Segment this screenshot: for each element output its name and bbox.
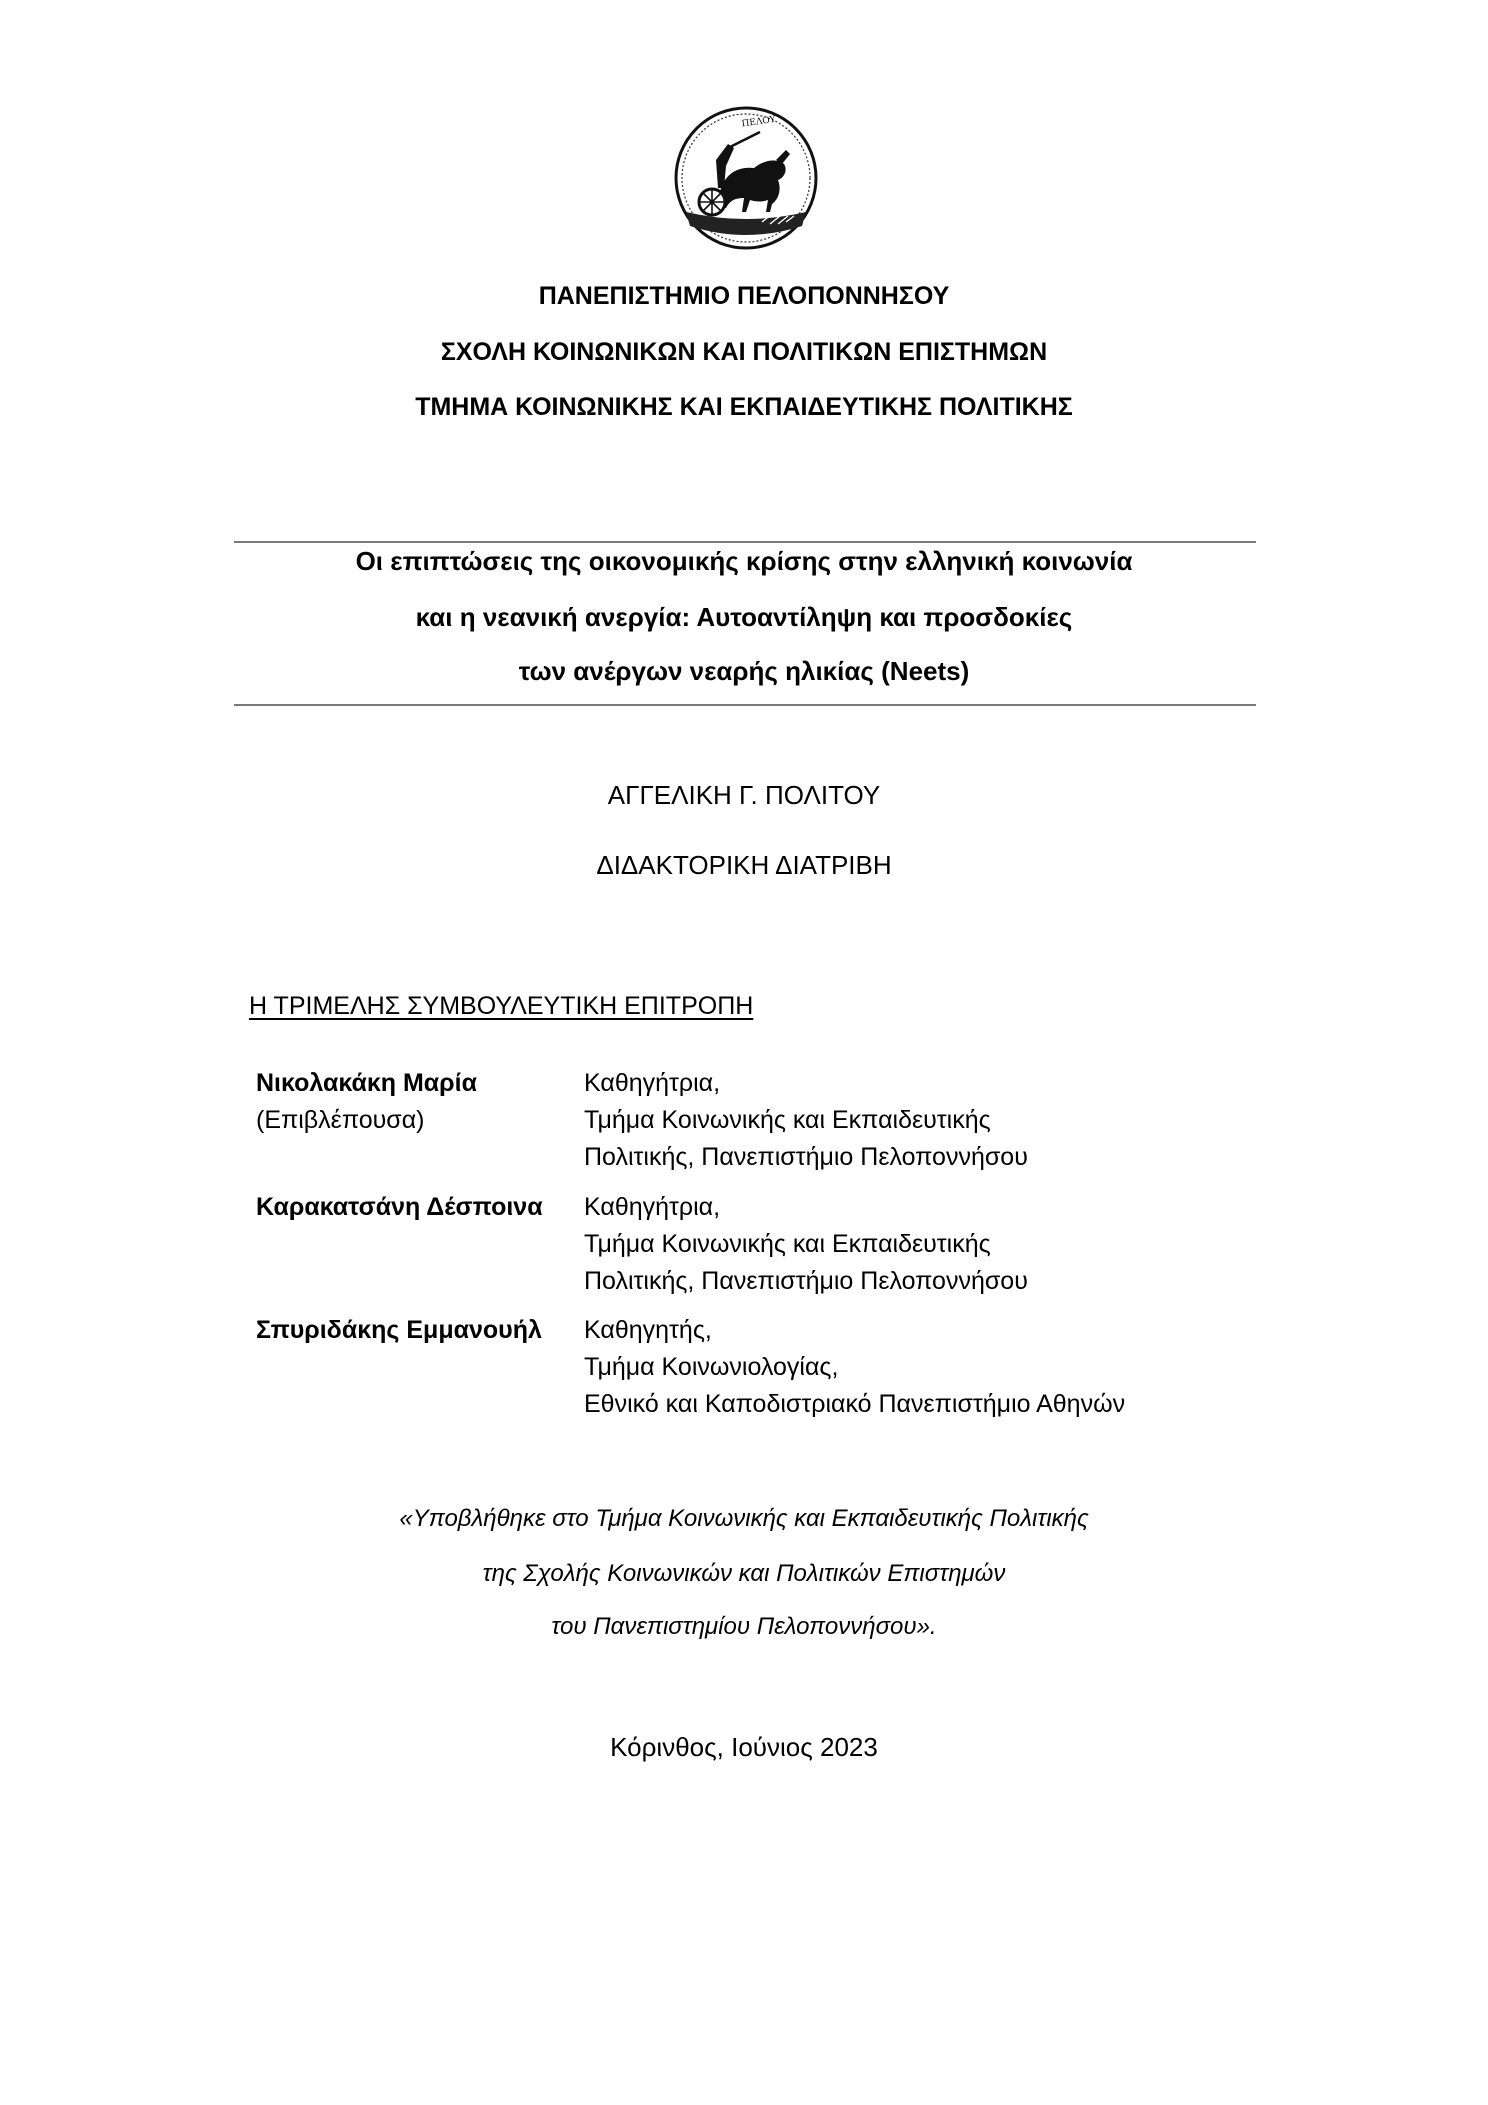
- submission-statement-line-1: «Υποβλήθηκε στο Τμήμα Κοινωνικής και Εκπαιδευτικής Πολιτικής: [399, 1505, 1089, 1532]
- committee-member-affiliation: Τμήμα Κοινωνικής και Εκπαιδευτικής: [584, 1106, 991, 1134]
- place-and-date: Κόρινθος, Ιούνιος 2023: [610, 1732, 878, 1762]
- svg-text:ΠΕΛΟΥ: ΠΕΛΟΥ: [741, 114, 777, 130]
- thesis-title-line-1: Οι επιπτώσεις της οικονομικής κρίσης στην ελληνική κοινωνία: [355, 546, 1133, 576]
- committee-member-affiliation: Πολιτικής, Πανεπιστήμιο Πελοποννήσου: [584, 1267, 1028, 1295]
- committee-member-name: Νικολακάκη Μαρία: [256, 1069, 477, 1097]
- committee-member-affiliation: Εθνικό και Καποδιστριακό Πανεπιστήμιο Αθηνών: [584, 1390, 1126, 1418]
- committee-member-affiliation: Τμήμα Κοινωνικής και Εκπαιδευτικής: [584, 1230, 991, 1258]
- department-name: ΤΜΗΜΑ ΚΟΙΝΩΝΙΚΗΣ ΚΑΙ ΕΚΠΑΙΔΕΥΤΙΚΗΣ ΠΟΛΙΤΙΚΗΣ: [415, 393, 1073, 421]
- author-name: ΑΓΓΕΛΙΚΗ Γ. ΠΟΛΙΤΟΥ: [607, 780, 881, 810]
- committee-member-affiliation: Καθηγητής,: [584, 1316, 712, 1344]
- committee-member-affiliation: Καθηγήτρια,: [584, 1069, 721, 1097]
- submission-statement-line-3: του Πανεπιστημίου Πελοποννήσου».: [551, 1613, 937, 1640]
- committee-member-name: Καρακατσάνη Δέσποινα: [256, 1193, 543, 1221]
- title-top-rule: [234, 541, 1256, 543]
- university-seal-chariot-icon: [672, 104, 820, 252]
- thesis-title-line-3: των ανέργων νεαρής ηλικίας (Neets): [518, 656, 970, 686]
- committee-member-affiliation: Καθηγήτρια,: [584, 1193, 721, 1221]
- submission-statement-line-2: της Σχολής Κοινωνικών και Πολιτικών Επιστημών: [482, 1560, 1006, 1587]
- title-bottom-rule: [234, 704, 1256, 706]
- thesis-title-line-2: και η νεανική ανεργία: Αυτοαντίληψη και προσδοκίες: [415, 602, 1073, 632]
- document-type: ΔΙΔΑΚΤΟΡΙΚΗ ΔΙΑΤΡΙΒΗ: [596, 850, 892, 880]
- committee-member-affiliation: Τμήμα Κοινωνιολογίας,: [584, 1353, 839, 1381]
- committee-member-affiliation: Πολιτικής, Πανεπιστήμιο Πελοποννήσου: [584, 1143, 1028, 1171]
- committee-member-name: Σπυριδάκης Εμμανουήλ: [256, 1316, 542, 1344]
- school-name: ΣΧΟΛΗ ΚΟΙΝΩΝΙΚΩΝ ΚΑΙ ΠΟΛΙΤΙΚΩΝ ΕΠΙΣΤΗΜΩΝ: [440, 338, 1048, 366]
- committee-member-role: (Επιβλέπουσα): [256, 1106, 425, 1134]
- university-name: ΠΑΝΕΠΙΣΤΗΜΙΟ ΠΕΛΟΠΟΝΝΗΣΟΥ: [538, 282, 950, 310]
- committee-heading: Η ΤΡΙΜΕΛΗΣ ΣΥΜΒΟΥΛΕΥΤΙΚΗ ΕΠΙΤΡΟΠΗ: [249, 992, 754, 1020]
